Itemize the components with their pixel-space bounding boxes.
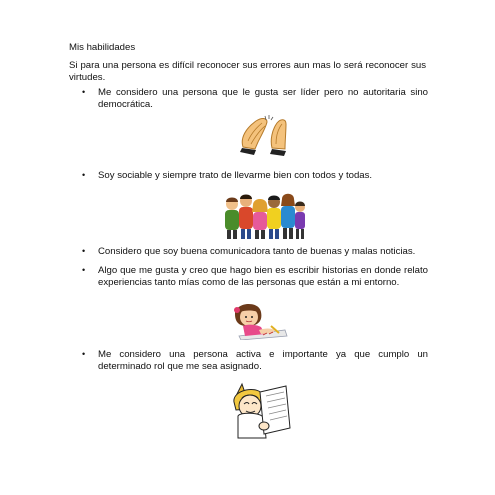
document-title: Mis habilidades [69,42,136,53]
list-item-text: Algo que me gusta y creo que hago bien es escribir historias en donde relato experiencias tanto mías como de las personas que están a mi entorno. [98,265,428,288]
bullet-icon: • [82,87,86,97]
clapping-hands-icon [236,114,292,156]
list-item-text: Considero que soy buena comunicadora tanto de buenas y malas noticias. [98,246,416,257]
list-item [82,246,428,258]
bullet-icon: • [82,265,86,275]
girl-writing-icon [233,300,289,340]
group-of-children-icon [222,190,306,240]
list-item-text: Me considero una persona que le gusta ser líder pero no autoritaria sino democrática. [98,87,428,110]
list-item [82,349,428,372]
list-item [82,265,428,288]
bullet-icon: • [82,246,86,256]
list-item [82,170,428,182]
list-item-text: Soy sociable y siempre trato de llevarme bien con todos y todas. [98,170,373,181]
bullet-icon: • [82,170,86,180]
bullet-icon: • [82,349,86,359]
list-item-text: Me considero una persona activa e importante ya que cumplo un determinado rol que me sea asignado. [98,349,428,372]
intro-paragraph: Si para una persona es difícil reconocer sus errores aun mas lo será reconocer sus virtudes. [69,60,426,83]
list-item [82,87,428,110]
cartoon-reading-paper-icon [232,382,292,440]
